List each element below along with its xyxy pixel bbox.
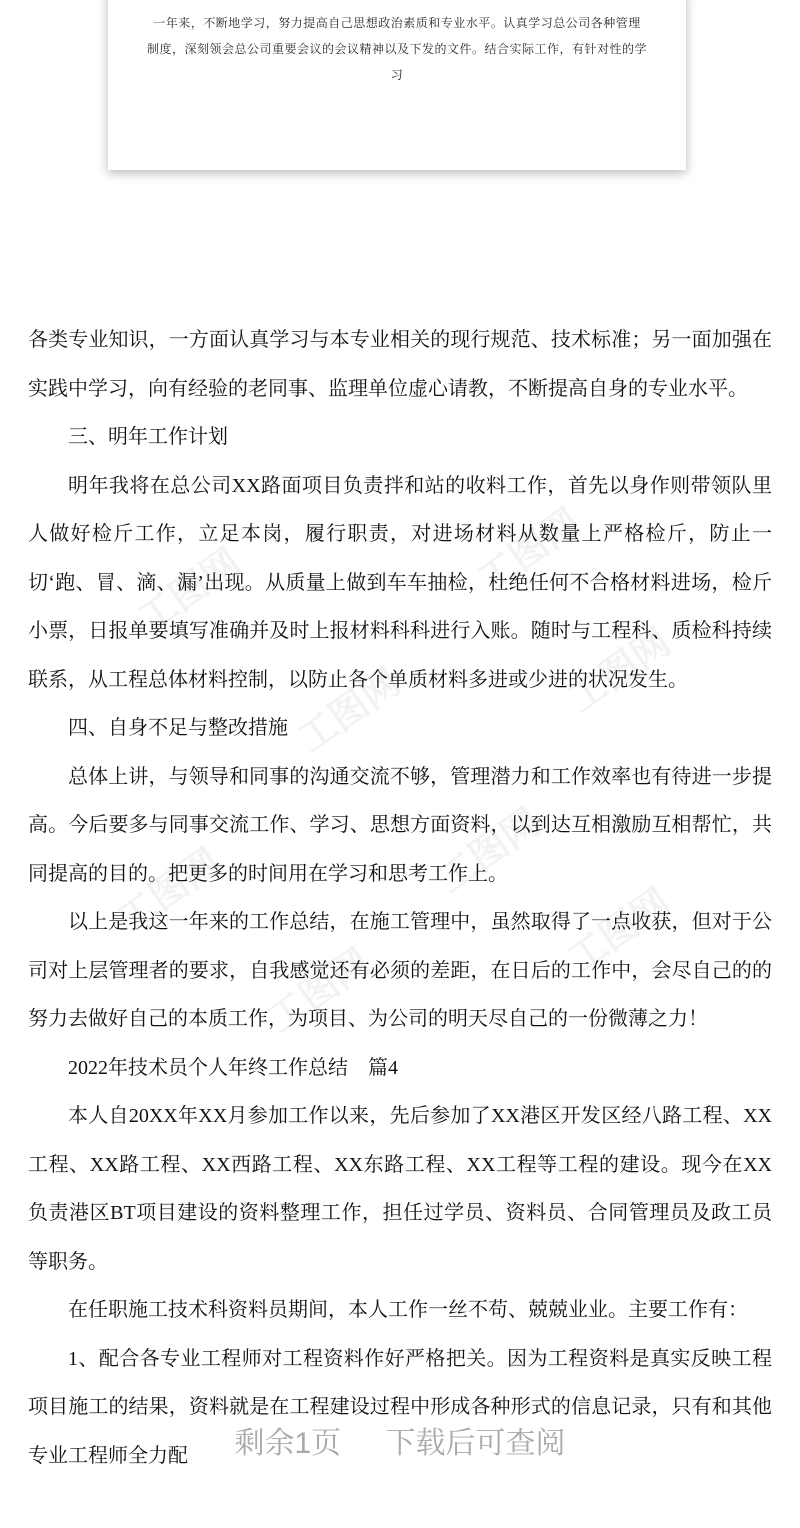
- previous-page-text: [108, 0, 686, 88]
- watermark-text: 工图网: [470, 501, 589, 602]
- watermark-text: 工图网: [130, 541, 249, 642]
- paragraph: 本人自20XX年XX月参加工作以来，先后参加了XX港区开发区经八路工程、XX工程、XX路工程、XX西路工程、XX东路工程、XX工程等工程的建设。现今在XX负责港区BT项目建设的资料整理工作，担任过学员、资料员、合同管理员及政工员等职务。: [28, 1105, 772, 1273]
- paragraph-heading: 四、自身不足与整改措施: [68, 717, 288, 739]
- footer-download-hint: 下载后可查阅: [385, 1427, 566, 1460]
- watermark-text: 工图网: [290, 661, 409, 762]
- watermark-text: 工图网: [560, 881, 679, 982]
- footer-hint: [0, 1418, 800, 1462]
- paragraph: 在任职施工技术科资料员期间，本人工作一丝不苟、兢兢业业。主要工作有：: [68, 1299, 748, 1321]
- paragraph: 总体上讲，与领导和同事的沟通交流不够，管理潜力和工作效率也有待进一步提高。今后要多与同事交流工作、学习、思想方面资料，以到达互相激励互相帮忙，共同提高的目的。把更多的时间用在学习和思考工作上。: [28, 765, 772, 885]
- document-body: [28, 316, 772, 1480]
- paragraph: 以上是我这一年来的工作总结，在施工管理中，虽然取得了一点收获，但对于公司对上层管理者的要求，自我感觉还有必须的差距，在日后的工作中，会尽自己的的努力去做好自己的本质工作，为项目、为公司的明天尽自己的一份微薄之力！: [28, 911, 772, 1030]
- prev-page-line-2: 制度，深刻领会总公司重要会议的会议精神以及下发的文件。结合实际工作，有针对性的学习: [146, 42, 647, 82]
- paragraph: 各类专业知识，一方面认真学习与本专业相关的现行规范、技术标准；另一面加强在实践中学习，向有经验的老同事、监理单位虚心请教，不断提高自身的专业水平。: [28, 329, 772, 400]
- paragraph: 1、配合各专业工程师对工程资料作好严格把关。因为工程资料是真实反映工程项目施工的结果，资料就是在工程建设过程中形成各种形式的信息记录，只有和其他专业工程师全力配: [28, 1347, 772, 1467]
- watermark-text: 工图网: [430, 801, 549, 902]
- paragraph-section-title: 2022年技术员个人年终工作总结 篇4: [68, 1056, 398, 1079]
- watermark-text: 工图网: [110, 841, 229, 942]
- prev-page-line-1: 一年来，不断地学习，努力提高自己思想政治素质和专业水平。认真学习总公司各种管理: [153, 16, 641, 30]
- footer-remaining-pages: 剩余1页: [234, 1427, 342, 1460]
- watermark-text: 工图网: [560, 621, 679, 722]
- previous-page-card: [108, 0, 686, 170]
- watermark-text: 工图网: [260, 941, 379, 1042]
- paragraph-heading: 三、明年工作计划: [68, 426, 228, 448]
- paragraph: 明年我将在总公司XX路面项目负责拌和站的收料工作，首先以身作则带领队里人做好检斤工作，立足本岗，履行职责，对进场材料从数量上严格检斤，防止一切‘跑、冒、滴、漏’出现。从质量上做到车车抽检，杜绝任何不合格材料进场，检斤小票，日报单要填写准确并及时上报材料科科进行入账。随时与工程科、质检科持续联系，从工程总体材料控制，以防止各个单质材料多进或少进的状况发生。: [28, 474, 772, 691]
